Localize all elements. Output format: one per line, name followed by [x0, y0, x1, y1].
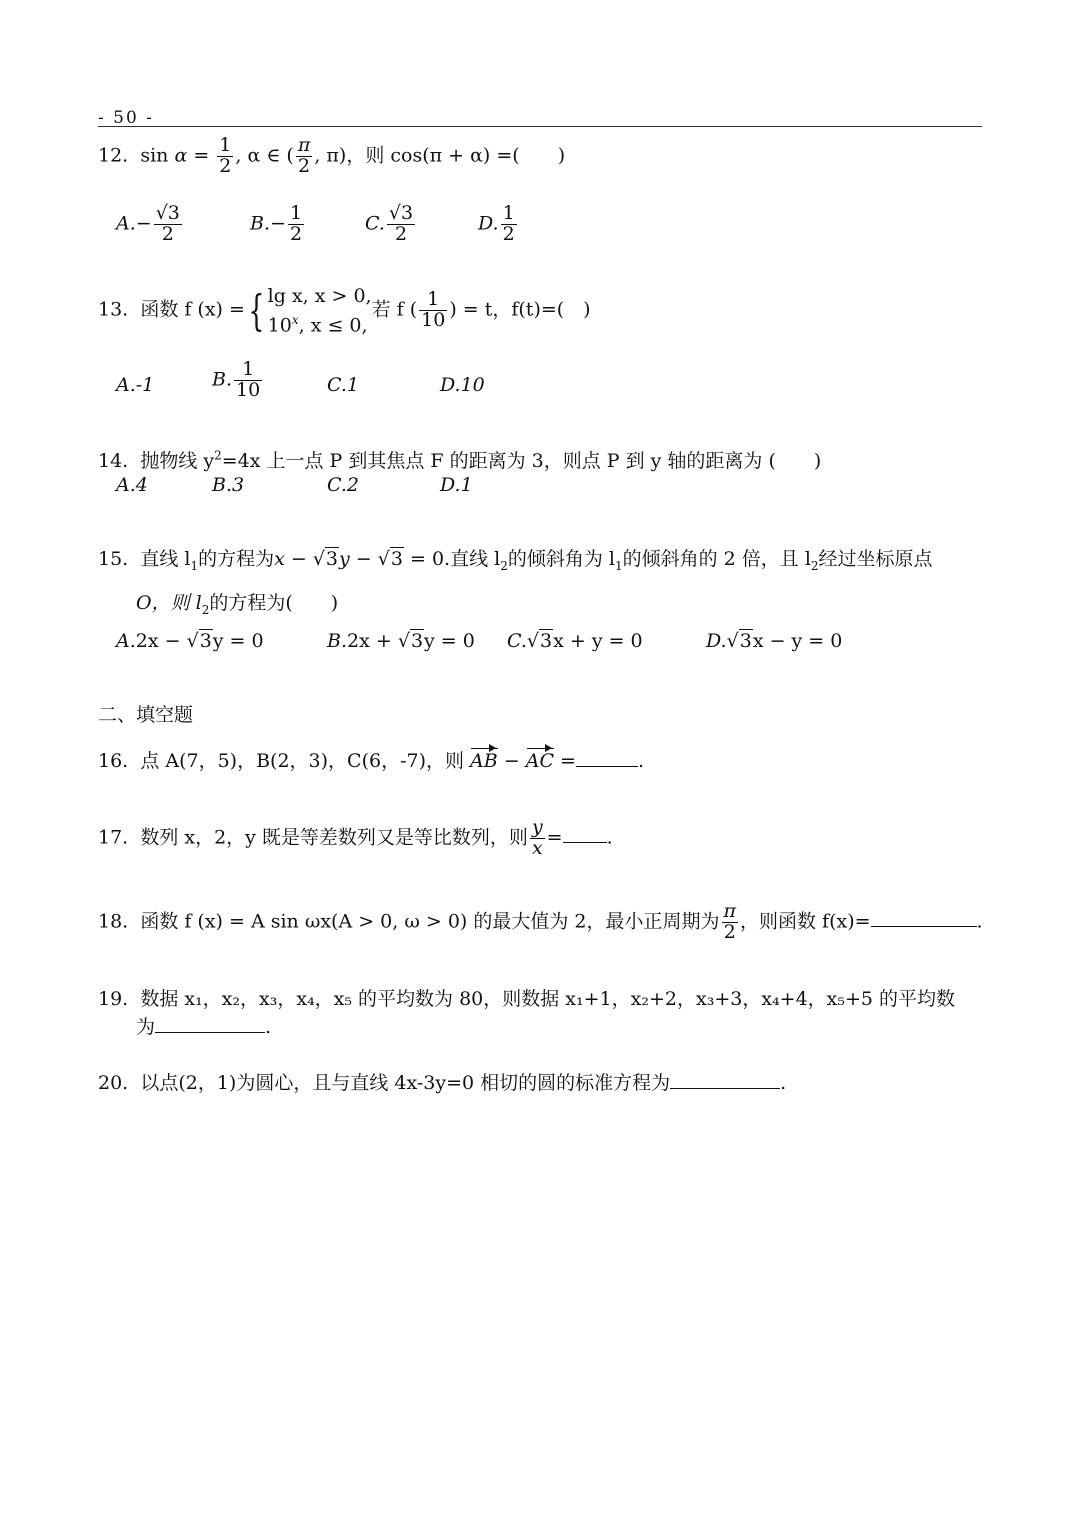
section-title: 二、填空题 [98, 704, 194, 726]
q16-number: 16. [98, 750, 129, 772]
q12-then: ，则 cos(π + α) =( ) [346, 144, 566, 167]
question-15-line-2 [136, 588, 338, 617]
header-rule [98, 126, 982, 127]
q12-b-label: B. [250, 212, 271, 235]
q15-c-sqrt: √3 [526, 630, 553, 652]
q13-case2-exp: x [291, 312, 299, 327]
q15-a-label: A. [116, 630, 136, 652]
q13-frac-num: 1 [419, 290, 447, 311]
q19-line2: 为 [136, 1016, 156, 1038]
q15-option-a[interactable] [116, 630, 264, 652]
q17-number: 17. [98, 826, 129, 849]
q18-frac-den: 2 [723, 920, 736, 943]
q14-text2: =4x 上一点 P 到其焦点 F 的距离为 3，则点 P 到 y 轴的距离为 ( ) [221, 450, 822, 472]
q18-frac [722, 902, 739, 943]
q17-frac [530, 818, 545, 859]
q12-pi-close: , π) [314, 144, 347, 167]
q13-case-2 [268, 311, 372, 340]
q20-number: 20. [98, 1072, 129, 1094]
q12-b-sign: − [270, 212, 286, 235]
q15-d-post: x − y = 0 [752, 630, 843, 652]
q13-b-num: 1 [234, 360, 262, 381]
q13-frac [419, 290, 447, 331]
q13-option-a[interactable]: A.-1 [116, 374, 155, 396]
q12-half-den: 2 [219, 154, 232, 177]
q15-eq-y: y − [339, 548, 378, 570]
q17-end: . [606, 826, 613, 849]
q18-number: 18. [98, 910, 129, 933]
q15-c-post: x + y = 0 [553, 630, 643, 652]
q20-answer-blank[interactable] [670, 1087, 780, 1089]
q13-b-den: 10 [236, 378, 261, 401]
q12-number: 12. [98, 144, 129, 167]
page-number: - 50 - [98, 108, 154, 128]
q13-cases [268, 282, 372, 339]
q15-l1d: 的倾斜角为 l [507, 548, 615, 570]
q13-b-label: B. [212, 368, 233, 391]
q12-alpha: α [174, 144, 188, 167]
q14-number: 14. [98, 450, 129, 472]
q15-b-label: B. [327, 630, 348, 652]
q16-vector-ac: AC [525, 750, 554, 772]
question-17 [98, 818, 613, 859]
q15-l1c: .直线 l [444, 548, 501, 570]
q12-a-sign: − [135, 212, 152, 235]
question-13 [98, 282, 591, 339]
q14-sup: 2 [214, 448, 222, 463]
q12-b-den: 2 [289, 222, 303, 245]
q15-l2b: 的方程为( ) [209, 592, 339, 614]
q15-d-rad: 3 [739, 630, 752, 652]
q16-end: . [637, 750, 645, 772]
q15-sub-b: 2 [500, 558, 508, 573]
q13-option-d[interactable]: D.10 [440, 374, 485, 396]
question-14 [98, 446, 821, 473]
q12-c-num: √3 [388, 202, 414, 224]
q12-d-num: 1 [502, 202, 515, 224]
q15-sub-c: 1 [614, 558, 623, 573]
q13-case-1: lg x, x > 0, [267, 285, 372, 307]
q18-text2: ，则函数 f(x)= [740, 910, 871, 933]
q12-half [217, 136, 233, 177]
q17-text: 数列 x，2，y 既是等差数列又是等比数列，则 [140, 826, 528, 849]
q12-pi-half [296, 136, 313, 177]
q15-b-pre: 2x + [347, 630, 398, 652]
q15-l2a: O，则 l [136, 592, 202, 614]
q12-d-den: 2 [502, 222, 515, 245]
q15-a-rad: 3 [199, 630, 212, 652]
question-20 [98, 1068, 786, 1095]
q13-brace: { [248, 285, 265, 335]
q12-b-num: 1 [289, 202, 303, 224]
q14-option-c[interactable]: C.2 [327, 474, 359, 496]
q12-option-c[interactable] [365, 204, 417, 245]
q18-text1: 函数 f (x) = A sin ωx(A > 0, ω > 0) 的最大值为 2，最小正周期为 [140, 910, 720, 933]
q15-l1e: 的倾斜角的 2 倍，且 l [622, 548, 811, 570]
q14-option-b[interactable]: B.3 [212, 474, 245, 496]
q13-case2-rest: , x ≤ 0, [298, 313, 368, 336]
question-19-line-2 [136, 1012, 271, 1039]
q12-d-frac [501, 204, 517, 245]
q15-l1b: 的方程为 [198, 548, 275, 570]
question-18 [98, 902, 983, 943]
q14-text1: 抛物线 y [140, 450, 215, 472]
q15-c-rad: 3 [540, 630, 553, 652]
q13-after: ) = t，f(t)=( ) [449, 298, 591, 321]
q15-b-rad: 3 [410, 630, 424, 652]
q13-if: 若 f ( [371, 298, 418, 321]
q13-frac-den: 10 [421, 309, 446, 332]
q15-option-d[interactable] [706, 630, 842, 652]
q12-eq: = [187, 144, 216, 167]
q14-option-d[interactable]: D.1 [440, 474, 473, 496]
q15-sub-d: 2 [810, 558, 819, 573]
q19-number: 19. [98, 988, 129, 1010]
q12-a-num: √3 [155, 202, 180, 224]
q15-d-sqrt: √3 [726, 630, 752, 652]
q12-pi-den: 2 [298, 154, 311, 177]
q20-text: 以点(2，1)为圆心，且与直线 4x-3y=0 相切的圆的标准方程为 [140, 1072, 671, 1094]
q18-frac-num: π [723, 900, 736, 922]
q12-sin: sin [140, 144, 169, 167]
q13-lead: 函数 f (x) = [140, 298, 245, 321]
q18-end: . [976, 910, 983, 933]
q12-option-d[interactable] [478, 204, 519, 245]
q12-b-frac [288, 204, 304, 245]
q15-eq-rad-a: 3 [325, 548, 339, 570]
q13-option-c[interactable]: C.1 [327, 374, 359, 396]
q18-answer-blank[interactable] [871, 925, 977, 927]
q13-b-frac [234, 360, 262, 401]
q12-a-den: 2 [161, 222, 174, 245]
q12-a-label: A. [116, 212, 136, 235]
q15-eq-sqrt-b: √3 [377, 548, 403, 570]
q19-line1: 数据 x₁，x₂，x₃，x₄，x₅ 的平均数为 80，则数据 x₁+1，x₂+2，x₃+3，x₄+4，x₅+5 的平均数 [140, 988, 956, 1010]
q15-number: 15. [98, 548, 129, 570]
q15-c-label: C. [507, 630, 527, 652]
q15-option-b[interactable] [327, 630, 475, 652]
q12-in: , α ∈ ( [235, 144, 294, 167]
q16-vector-ab: AB [470, 750, 498, 772]
q20-end: . [780, 1072, 787, 1094]
q17-frac-num: y [531, 816, 543, 838]
question-15 [98, 544, 933, 573]
q17-eq: = [546, 826, 563, 849]
q15-eq-sqrt-a: √3 [312, 548, 339, 570]
q17-frac-den: x [531, 836, 543, 859]
q19-answer-blank[interactable] [155, 1031, 265, 1033]
q15-a-sqrt: √3 [186, 630, 212, 652]
q15-l1a: 直线 l [140, 548, 191, 570]
question-19 [98, 984, 955, 1011]
q13-option-b[interactable] [212, 360, 264, 401]
q12-a-frac [154, 204, 182, 245]
q16-text: 点 A(7，5)，B(2，3)，C(6，-7)，则 [140, 750, 464, 772]
q16-answer-blank[interactable] [576, 765, 638, 767]
q16-minus: − [497, 750, 526, 772]
q15-d-label: D. [706, 630, 727, 652]
q12-option-a[interactable] [116, 204, 184, 245]
q15-a-pre: 2x − [135, 630, 187, 652]
question-12 [98, 136, 565, 177]
q12-c-frac [387, 204, 415, 245]
q15-b-sqrt: √3 [397, 630, 424, 652]
q12-c-den: 2 [394, 222, 408, 245]
q12-c-label: C. [365, 212, 385, 235]
q17-answer-blank[interactable] [563, 841, 607, 843]
q16-eq: = [554, 750, 576, 772]
q15-option-c[interactable] [507, 630, 643, 652]
q15-eq-x: x − [274, 548, 313, 570]
q12-half-num: 1 [219, 134, 232, 156]
q13-case2-base: 10 [267, 313, 292, 336]
q15-eq-end: = 0 [403, 548, 445, 570]
q14-option-a[interactable]: A.4 [116, 474, 148, 496]
q12-d-label: D. [478, 212, 499, 235]
q15-sub-a: 1 [190, 558, 199, 573]
q12-option-b[interactable] [250, 204, 306, 245]
q12-pi-num: π [297, 134, 311, 156]
q15-l1f: 经过坐标原点 [818, 548, 933, 570]
q13-number: 13. [98, 298, 129, 321]
q19-end: . [265, 1016, 272, 1038]
q15-a-post: y = 0 [212, 630, 264, 652]
question-16 [98, 746, 644, 773]
q15-eq-rad-b: 3 [390, 548, 403, 570]
q15-b-post: y = 0 [424, 630, 475, 652]
q15-sub-e: 2 [201, 602, 210, 617]
